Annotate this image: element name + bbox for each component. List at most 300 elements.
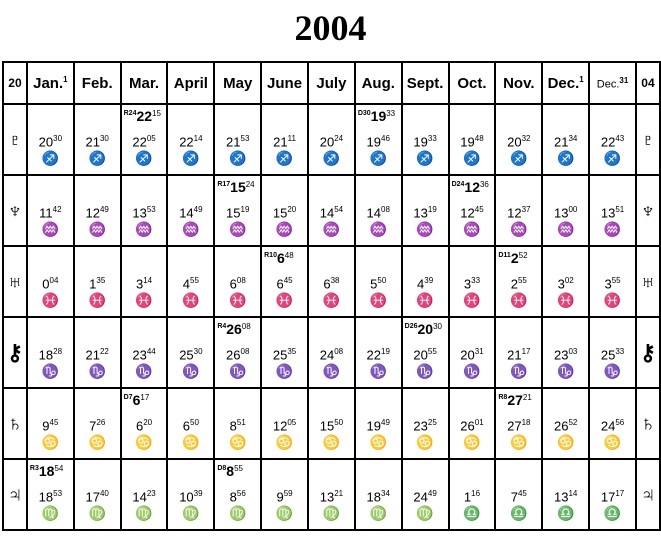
- position-value: [168, 203, 213, 220]
- position-degree: 10: [179, 489, 194, 505]
- position-value: [356, 487, 401, 504]
- month-label: Feb.: [81, 74, 113, 92]
- position-value: [496, 416, 541, 433]
- neptune-icon: ♆: [3, 175, 27, 246]
- position-value: [262, 345, 307, 362]
- position-cell: [589, 175, 636, 246]
- position-value: [309, 487, 354, 504]
- chiron-icon: ⚷: [636, 317, 660, 388]
- position-minute: 45: [474, 205, 484, 214]
- position-degree: 9: [276, 489, 284, 505]
- position-value: [450, 487, 495, 504]
- position-degree: 3: [463, 276, 472, 292]
- position-minute: 46: [381, 134, 390, 143]
- position-value: [122, 132, 167, 149]
- neptune-icon: ♆: [636, 175, 660, 246]
- zodiac-sign-icon: ♍: [322, 505, 341, 521]
- station-marker: [264, 249, 294, 266]
- position-value: [168, 487, 213, 504]
- position-cell: [495, 175, 542, 246]
- station-degree: 12: [464, 179, 480, 195]
- zodiac-sign-icon: ♋: [41, 434, 60, 450]
- zodiac-sign-icon: ♋: [369, 434, 387, 450]
- month-header: [27, 62, 74, 104]
- position-cell: [542, 246, 589, 317]
- zodiac-sign-icon: ♑: [322, 363, 341, 379]
- station-minute: 55: [234, 464, 243, 473]
- planet-row-pluto: [3, 104, 660, 175]
- month-day: 1: [63, 74, 68, 84]
- position-value: [309, 203, 354, 220]
- position-cell: [589, 246, 636, 317]
- zodiac-sign-icon: ♓: [182, 292, 200, 308]
- position-cell: [261, 388, 308, 459]
- position-value: [496, 274, 541, 291]
- position-value: [262, 274, 307, 291]
- position-cell: [402, 317, 449, 388]
- position-value: [543, 203, 588, 220]
- zodiac-sign-icon: ♑: [369, 363, 387, 379]
- position-degree: 20: [460, 347, 475, 363]
- position-value: [356, 132, 401, 149]
- position-cell: [167, 459, 214, 530]
- station-degree: 18: [38, 463, 55, 479]
- month-label: Nov.: [503, 74, 535, 92]
- station-label: D11: [498, 252, 511, 259]
- position-cell: [542, 175, 589, 246]
- position-value: [450, 203, 495, 220]
- position-cell: [167, 388, 214, 459]
- ephemeris-table: [2, 61, 661, 531]
- position-cell: [308, 388, 355, 459]
- position-cell: [214, 317, 261, 388]
- position-value: [28, 416, 73, 433]
- position-cell: [261, 104, 308, 175]
- position-minute: 53: [146, 205, 156, 214]
- position-value: [590, 487, 635, 504]
- position-minute: 45: [283, 276, 293, 285]
- position-value: [590, 416, 635, 433]
- zodiac-sign-icon: ♍: [229, 505, 247, 521]
- zodiac-sign-icon: ♑: [135, 363, 153, 379]
- position-cell: [308, 175, 355, 246]
- position-degree: 26: [553, 418, 569, 434]
- position-value: [496, 345, 541, 362]
- zodiac-sign-icon: ♓: [510, 292, 528, 308]
- position-value: [543, 487, 588, 504]
- position-degree: 22: [179, 134, 194, 150]
- position-cell: [449, 104, 496, 175]
- position-degree: 14: [319, 205, 335, 221]
- position-minute: 50: [377, 276, 387, 285]
- position-degree: 18: [366, 489, 382, 505]
- position-cell: [214, 388, 261, 459]
- month-header: [74, 62, 121, 104]
- station-degree: 2: [510, 250, 519, 266]
- position-degree: 6: [323, 276, 331, 292]
- position-minute: 30: [53, 134, 63, 143]
- zodiac-sign-icon: ♍: [275, 505, 294, 521]
- position-value: [496, 203, 541, 220]
- station-degree: 6: [132, 392, 141, 408]
- station-label: D7: [123, 394, 133, 401]
- position-minute: 33: [615, 347, 625, 356]
- position-value: [168, 274, 213, 291]
- position-degree: 13: [553, 205, 569, 221]
- position-value: [590, 274, 635, 291]
- month-label: Jan.: [33, 74, 64, 92]
- position-degree: 23: [132, 347, 147, 363]
- position-cell: [261, 246, 308, 317]
- position-degree: 5: [370, 276, 378, 292]
- position-minute: 49: [381, 418, 390, 427]
- zodiac-sign-icon: ♍: [182, 505, 200, 521]
- position-minute: 20: [143, 418, 153, 427]
- zodiac-sign-icon: ♋: [275, 434, 294, 450]
- position-degree: 6: [135, 418, 144, 434]
- position-degree: 0: [42, 276, 50, 292]
- month-label: Mar.: [129, 74, 160, 92]
- position-cell: [27, 104, 74, 175]
- year-label-right: 04: [636, 62, 660, 104]
- station-marker: [498, 391, 531, 408]
- position-value: [403, 345, 448, 362]
- station-minute: 48: [284, 251, 294, 260]
- position-degree: 22: [132, 134, 147, 150]
- position-value: [309, 345, 354, 362]
- month-label: Aug.: [361, 74, 395, 92]
- position-cell: [495, 459, 542, 530]
- zodiac-sign-icon: ♓: [603, 292, 622, 308]
- station-label: R10: [264, 252, 277, 259]
- position-value: [122, 345, 167, 362]
- month-label: Dec.: [596, 78, 620, 91]
- zodiac-sign-icon: ♒: [416, 221, 434, 237]
- position-cell: [495, 388, 542, 459]
- position-degree: 8: [229, 418, 237, 434]
- station-degree: 6: [276, 250, 285, 266]
- position-degree: 21: [85, 347, 100, 363]
- month-header: [355, 62, 402, 104]
- zodiac-sign-icon: ♑: [275, 363, 294, 379]
- position-degree: 1: [89, 276, 97, 292]
- position-value: [75, 203, 120, 220]
- position-degree: 22: [600, 134, 616, 150]
- zodiac-sign-icon: ♑: [41, 363, 60, 379]
- position-degree: 12: [85, 205, 100, 221]
- zodiac-sign-icon: ♒: [135, 221, 153, 237]
- position-minute: 34: [568, 134, 578, 143]
- position-degree: 1: [463, 489, 472, 505]
- position-cell: [27, 175, 74, 246]
- zodiac-sign-icon: ♐: [229, 150, 247, 166]
- position-minute: 19: [427, 205, 437, 214]
- zodiac-sign-icon: ♒: [229, 221, 247, 237]
- position-degree: 14: [132, 489, 147, 505]
- position-degree: 3: [135, 276, 144, 292]
- position-cell: [449, 246, 496, 317]
- zodiac-sign-icon: ♑: [556, 363, 575, 379]
- position-degree: 9: [42, 418, 50, 434]
- station-minute: 52: [518, 251, 528, 260]
- position-minute: 44: [146, 347, 156, 356]
- month-header: [308, 62, 355, 104]
- position-cell: [355, 388, 402, 459]
- position-minute: 23: [146, 489, 156, 498]
- station-minute: 30: [433, 322, 442, 331]
- station-marker: [30, 462, 63, 479]
- position-minute: 42: [52, 205, 62, 214]
- position-cell: [214, 104, 261, 175]
- position-degree: 12: [272, 418, 288, 434]
- position-degree: 20: [319, 134, 335, 150]
- position-cell: [402, 104, 449, 175]
- position-cell: [542, 317, 589, 388]
- position-cell: [402, 459, 449, 530]
- position-value: [309, 132, 354, 149]
- position-minute: 20: [287, 205, 297, 214]
- month-header: [589, 62, 636, 104]
- station-minute: 54: [54, 464, 64, 473]
- month-header: [402, 62, 449, 104]
- position-minute: 50: [334, 418, 344, 427]
- station-marker: [498, 249, 527, 266]
- position-degree: 15: [319, 418, 335, 434]
- position-value: [262, 416, 307, 433]
- position-value: [450, 132, 495, 149]
- position-cell: [261, 175, 308, 246]
- year-label-left: 20: [3, 62, 27, 104]
- month-day: 31: [619, 75, 629, 85]
- zodiac-sign-icon: ♒: [322, 221, 341, 237]
- position-degree: 19: [366, 134, 382, 150]
- position-minute: 51: [615, 205, 625, 214]
- position-value: [496, 487, 541, 504]
- station-minute: 08: [241, 322, 251, 331]
- position-degree: 4: [417, 276, 425, 292]
- position-value: [403, 274, 448, 291]
- zodiac-sign-icon: ♍: [416, 505, 434, 521]
- zodiac-sign-icon: ♐: [416, 150, 434, 166]
- zodiac-sign-icon: ♎: [510, 505, 528, 521]
- position-minute: 45: [49, 418, 59, 427]
- station-label: D30: [357, 110, 371, 117]
- position-degree: 17: [85, 489, 100, 505]
- zodiac-sign-icon: ♑: [510, 363, 528, 379]
- position-value: [28, 487, 73, 504]
- pluto-icon: ♇: [3, 104, 27, 175]
- zodiac-sign-icon: ♐: [182, 150, 200, 166]
- position-degree: 3: [604, 276, 612, 292]
- zodiac-sign-icon: ♑: [603, 363, 622, 379]
- uranus-icon: ♅: [636, 246, 660, 317]
- zodiac-sign-icon: ♍: [369, 505, 387, 521]
- position-cell: [27, 317, 74, 388]
- position-degree: 21: [553, 134, 569, 150]
- position-minute: 45: [517, 489, 527, 498]
- position-minute: 50: [190, 418, 199, 427]
- position-degree: 18: [38, 347, 54, 363]
- position-minute: 38: [330, 276, 340, 285]
- zodiac-sign-icon: ♑: [416, 363, 434, 379]
- position-cell: [74, 175, 121, 246]
- month-label: July: [316, 74, 347, 92]
- position-cell: [355, 246, 402, 317]
- zodiac-sign-icon: ♒: [41, 221, 60, 237]
- position-cell: [261, 317, 308, 388]
- position-value: [122, 274, 167, 291]
- position-value: [215, 487, 260, 504]
- position-cell: [449, 175, 496, 246]
- zodiac-sign-icon: ♋: [556, 434, 575, 450]
- position-value: [496, 132, 541, 149]
- zodiac-sign-icon: ♑: [463, 363, 481, 379]
- position-degree: 19: [413, 134, 428, 150]
- position-minute: 51: [236, 418, 246, 427]
- position-cell: [121, 246, 168, 317]
- position-value: [122, 487, 167, 504]
- uranus-icon: ♅: [3, 246, 27, 317]
- month-label: Sept.: [406, 74, 444, 92]
- planet-row-uranus: [3, 246, 660, 317]
- position-cell: [121, 104, 168, 175]
- position-value: [356, 274, 401, 291]
- position-value: [28, 132, 73, 149]
- position-value: [356, 345, 401, 362]
- zodiac-sign-icon: ♒: [369, 221, 387, 237]
- zodiac-sign-icon: ♓: [275, 292, 294, 308]
- position-minute: 52: [568, 418, 578, 427]
- station-degree: 20: [417, 321, 434, 337]
- position-cell: [261, 459, 308, 530]
- position-minute: 33: [427, 134, 437, 143]
- position-value: [309, 416, 354, 433]
- position-cell: [214, 175, 261, 246]
- station-minute: 33: [386, 109, 396, 118]
- position-degree: 21: [226, 134, 241, 150]
- position-cell: [495, 246, 542, 317]
- zodiac-sign-icon: ♓: [135, 292, 153, 308]
- zodiac-sign-icon: ♒: [88, 221, 106, 237]
- position-degree: 6: [276, 276, 284, 292]
- position-degree: 20: [38, 134, 54, 150]
- zodiac-sign-icon: ♋: [510, 434, 528, 450]
- zodiac-sign-icon: ♍: [135, 505, 153, 521]
- position-value: [543, 416, 588, 433]
- position-cell: [542, 104, 589, 175]
- position-cell: [121, 175, 168, 246]
- position-cell: [449, 459, 496, 530]
- position-cell: [355, 459, 402, 530]
- position-degree: 21: [507, 347, 522, 363]
- position-cell: [167, 317, 214, 388]
- zodiac-sign-icon: ♑: [182, 363, 200, 379]
- position-minute: 34: [381, 489, 390, 498]
- month-header: [449, 62, 496, 104]
- position-minute: 17: [521, 347, 531, 356]
- zodiac-sign-icon: ♎: [603, 505, 622, 521]
- station-degree: 22: [136, 108, 153, 124]
- zodiac-sign-icon: ♐: [88, 150, 106, 166]
- station-label: R4: [217, 323, 227, 330]
- zodiac-sign-icon: ♐: [275, 150, 294, 166]
- zodiac-sign-icon: ♒: [510, 221, 528, 237]
- position-degree: 26: [460, 418, 475, 434]
- zodiac-sign-icon: ♓: [463, 292, 481, 308]
- station-marker: [217, 462, 243, 479]
- position-minute: 56: [615, 418, 625, 427]
- month-label: Oct.: [457, 74, 487, 92]
- position-degree: 24: [413, 489, 428, 505]
- zodiac-sign-icon: ♋: [229, 434, 247, 450]
- saturn-icon: ♄: [3, 388, 27, 459]
- position-minute: 53: [240, 134, 250, 143]
- position-value: [543, 132, 588, 149]
- position-minute: 28: [53, 347, 63, 356]
- zodiac-sign-icon: ♐: [135, 150, 153, 166]
- position-minute: 08: [381, 205, 390, 214]
- position-value: [450, 345, 495, 362]
- pluto-icon: ♇: [636, 104, 660, 175]
- position-value: [450, 274, 495, 291]
- zodiac-sign-icon: ♐: [463, 150, 481, 166]
- position-cell: [121, 459, 168, 530]
- zodiac-sign-icon: ♐: [322, 150, 341, 166]
- position-value: [356, 416, 401, 433]
- position-degree: 22: [366, 347, 382, 363]
- zodiac-sign-icon: ♐: [556, 150, 575, 166]
- zodiac-sign-icon: ♍: [41, 505, 60, 521]
- position-minute: 05: [146, 134, 156, 143]
- position-minute: 43: [615, 134, 625, 143]
- position-minute: 01: [474, 418, 484, 427]
- position-degree: 13: [132, 205, 147, 221]
- position-minute: 49: [99, 205, 109, 214]
- position-cell: [355, 317, 402, 388]
- position-minute: 18: [521, 418, 531, 427]
- zodiac-sign-icon: ♒: [463, 221, 481, 237]
- position-value: [262, 132, 307, 149]
- position-minute: 39: [424, 276, 434, 285]
- position-degree: 21: [273, 134, 288, 150]
- position-degree: 23: [413, 418, 428, 434]
- position-value: [543, 345, 588, 362]
- position-value: [122, 416, 167, 433]
- position-cell: [495, 317, 542, 388]
- position-minute: 31: [474, 347, 484, 356]
- position-value: [590, 132, 635, 149]
- station-label: D24: [451, 181, 465, 188]
- position-minute: 48: [474, 134, 484, 143]
- position-minute: 21: [334, 489, 344, 498]
- position-degree: 25: [272, 347, 288, 363]
- position-cell: [542, 459, 589, 530]
- position-value: [356, 203, 401, 220]
- position-minute: 49: [427, 489, 437, 498]
- position-degree: 24: [600, 418, 616, 434]
- position-minute: 08: [334, 347, 344, 356]
- position-value: [403, 132, 448, 149]
- zodiac-sign-icon: ♒: [556, 221, 575, 237]
- position-value: [28, 203, 73, 220]
- position-value: [168, 416, 213, 433]
- position-value: [75, 274, 120, 291]
- position-minute: 56: [236, 489, 246, 498]
- zodiac-sign-icon: ♋: [88, 434, 106, 450]
- position-cell: [589, 388, 636, 459]
- station-marker: [124, 107, 161, 124]
- zodiac-sign-icon: ♓: [229, 292, 247, 308]
